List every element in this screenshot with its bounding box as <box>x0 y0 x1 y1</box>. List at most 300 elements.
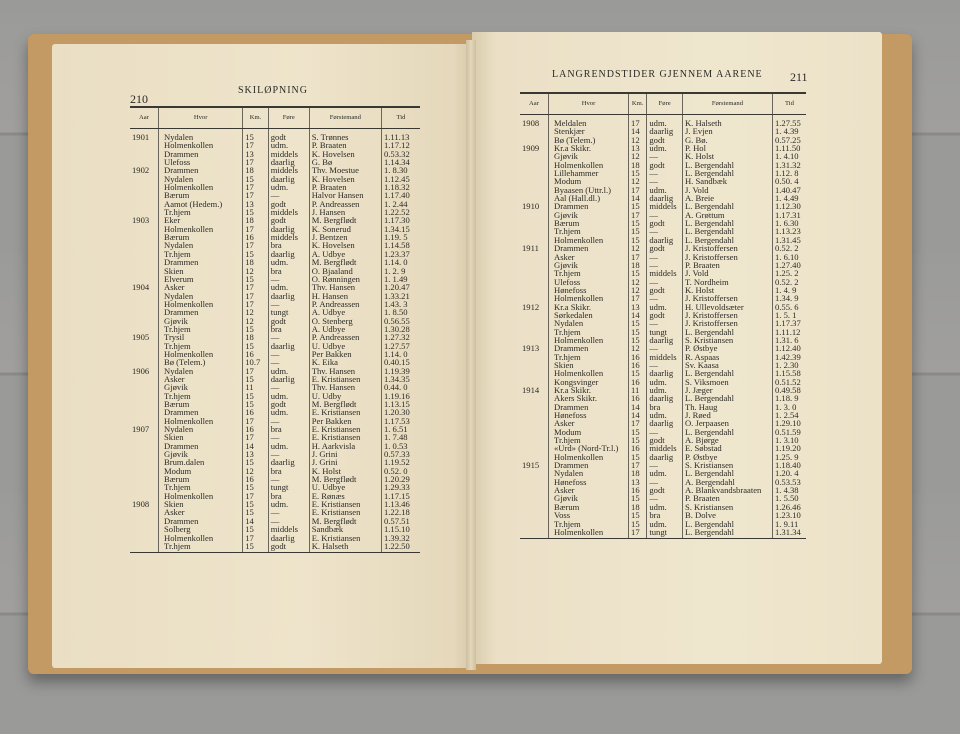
distance-cell: 15 <box>243 375 269 383</box>
winner-cell: Sv. Kaasa <box>682 361 772 369</box>
location-cell: Hønefoss <box>549 478 629 486</box>
year-cell <box>130 375 159 383</box>
location-cell: Nydalen <box>549 319 629 327</box>
location-cell: Tr.hjem <box>549 436 629 444</box>
conditions-cell: — <box>268 508 309 516</box>
conditions-cell: daarlig <box>268 175 309 183</box>
location-cell: Drammen <box>549 244 629 252</box>
time-cell: 0.51.52 <box>772 378 806 386</box>
time-cell: 1.33.21 <box>381 292 420 300</box>
location-cell: Nydalen <box>159 175 243 183</box>
conditions-cell: — <box>268 433 309 441</box>
time-cell: 0.40.15 <box>381 358 420 366</box>
distance-cell: 17 <box>243 191 269 199</box>
year-cell: 1901 <box>132 132 150 142</box>
conditions-cell: daarlig <box>268 342 309 350</box>
distance-cell: 10.7 <box>243 358 269 366</box>
conditions-cell: udm. <box>647 411 683 419</box>
winner-cell: A. Bergendahl <box>682 478 772 486</box>
conditions-cell: — <box>647 169 683 177</box>
winner-cell: K. Sonerud <box>309 225 381 233</box>
year-cell <box>130 225 159 233</box>
winner-cell: J. Kristoffersen <box>682 319 772 327</box>
time-cell: 1.19.16 <box>381 392 420 400</box>
time-cell: 1. 3. 0 <box>772 403 806 411</box>
year-cell: 1910 <box>522 201 540 212</box>
winner-cell: U. Udbye <box>309 483 381 491</box>
distance-cell: 17 <box>243 534 269 542</box>
time-cell: 1.17.12 <box>381 141 420 149</box>
col-header-km: Km. <box>243 107 269 129</box>
winner-cell: A. Bjørge <box>682 436 772 444</box>
time-cell: 0.55. 6 <box>772 303 806 311</box>
conditions-cell: daarlig <box>268 158 309 166</box>
time-cell: 1. 6.10 <box>772 253 806 261</box>
time-cell: 1.34.15 <box>381 225 420 233</box>
conditions-cell: daarlig <box>647 369 683 377</box>
distance-cell: 18 <box>243 333 269 341</box>
distance-cell: 18 <box>243 258 269 266</box>
year-cell <box>130 241 159 249</box>
time-cell: 1.11.13 <box>381 129 420 142</box>
distance-cell: 13 <box>243 150 269 158</box>
conditions-cell: — <box>647 152 683 160</box>
location-cell: Tr.hjem <box>159 250 243 258</box>
time-cell: 1. 2.30 <box>772 361 806 369</box>
right-page <box>472 32 882 664</box>
conditions-cell: daarlig <box>647 419 683 427</box>
time-cell: 1.25. 2 <box>772 269 806 277</box>
distance-cell: 15 <box>243 250 269 258</box>
conditions-cell: bra <box>268 492 309 500</box>
location-cell: Asker <box>159 375 243 383</box>
time-cell: 1. 9.11 <box>772 520 806 528</box>
col-header-winner: Førstemand <box>309 107 381 129</box>
year-cell <box>130 433 159 441</box>
time-cell: 1.25. 9 <box>772 453 806 461</box>
distance-cell: 16 <box>629 378 647 386</box>
year-cell <box>520 161 549 169</box>
time-cell: 1.17.40 <box>381 191 420 199</box>
winner-cell: J. Evjen <box>682 127 772 135</box>
year-cell <box>130 458 159 466</box>
distance-cell: 16 <box>243 475 269 483</box>
col-header-time: Tid <box>772 93 806 115</box>
time-cell: 1. 2.54 <box>772 411 806 419</box>
conditions-cell: udm. <box>268 408 309 416</box>
conditions-cell: — <box>268 300 309 308</box>
conditions-cell: daarlig <box>647 336 683 344</box>
time-cell: 1.12.45 <box>381 175 420 183</box>
distance-cell: 15 <box>243 483 269 491</box>
conditions-cell: bra <box>268 267 309 275</box>
left-page <box>52 44 470 668</box>
conditions-cell: udm. <box>268 500 309 508</box>
location-cell: Meldalen <box>549 115 629 128</box>
winner-cell: P. Østbye <box>682 453 772 461</box>
time-cell: 0.53.32 <box>381 150 420 158</box>
winner-cell: L. Bergendahl <box>682 202 772 210</box>
winner-cell: M. Bergflødt <box>309 258 381 266</box>
time-cell: 1.27.32 <box>381 333 420 341</box>
distance-cell: 11 <box>629 386 647 394</box>
year-cell <box>130 542 159 553</box>
winner-cell: Per Bakken <box>309 417 381 425</box>
location-cell: Drammen <box>159 258 243 266</box>
winner-cell: Halvor Hansen <box>309 191 381 199</box>
time-cell: 1.15.10 <box>381 525 420 533</box>
year-cell: 1908 <box>132 499 150 510</box>
year-cell <box>520 319 549 327</box>
time-cell: 1. 8.50 <box>381 308 420 316</box>
conditions-cell: — <box>647 253 683 261</box>
right-results-table <box>520 92 806 539</box>
year-cell <box>520 286 549 294</box>
winner-cell: L. Bergendahl <box>682 219 772 227</box>
year-cell <box>130 450 159 458</box>
distance-cell: 17 <box>629 115 647 128</box>
distance-cell: 12 <box>629 286 647 294</box>
year-cell <box>520 353 549 361</box>
conditions-cell: bra <box>647 511 683 519</box>
time-cell: 1.31. 6 <box>772 336 806 344</box>
winner-cell: P. Andreassen <box>309 200 381 208</box>
year-cell <box>130 408 159 416</box>
location-cell: Voss <box>549 511 629 519</box>
location-cell: Modum <box>159 467 243 475</box>
winner-cell: J. Jæger <box>682 386 772 394</box>
year-cell: 1911 <box>522 243 539 254</box>
distance-cell: 11 <box>243 383 269 391</box>
winner-cell: K. Holst <box>309 467 381 475</box>
year-cell <box>520 503 549 511</box>
conditions-cell: — <box>268 350 309 358</box>
year-cell <box>520 152 549 160</box>
distance-cell: 15 <box>243 129 269 142</box>
conditions-cell: godt <box>268 317 309 325</box>
distance-cell: 15 <box>629 269 647 277</box>
location-cell: Kr.a Skikr. <box>549 386 629 394</box>
year-cell <box>520 177 549 185</box>
winner-cell: E. Kristiansen <box>309 508 381 516</box>
conditions-cell: middels <box>268 166 309 174</box>
year-cell: 1914 <box>522 385 540 395</box>
time-cell: 1.22.18 <box>381 508 420 516</box>
conditions-cell: udm. <box>268 283 309 291</box>
winner-cell: E. Kristiansen <box>309 408 381 416</box>
distance-cell: 15 <box>243 392 269 400</box>
time-cell: 1. 4.39 <box>772 127 806 135</box>
year-cell: 1903 <box>132 215 150 226</box>
year-cell <box>520 436 549 444</box>
location-cell: Holmenkollen <box>159 534 243 542</box>
time-cell: 1.11.50 <box>772 144 806 152</box>
time-cell: 1.17.31 <box>772 211 806 219</box>
conditions-cell: daarlig <box>268 292 309 300</box>
winner-cell: L. Bergendahl <box>682 428 772 436</box>
location-cell: Holmenkollen <box>159 492 243 500</box>
time-cell: 1.22.50 <box>381 542 420 553</box>
year-cell <box>130 317 159 325</box>
winner-cell: U. Udbye <box>309 342 381 350</box>
time-cell: 1. 5. 1 <box>772 311 806 319</box>
time-cell: 1.22.52 <box>381 208 420 216</box>
location-cell: Bærum <box>159 191 243 199</box>
location-cell: Holmenkollen <box>549 236 629 244</box>
distance-cell: 15 <box>243 325 269 333</box>
distance-cell: 12 <box>629 136 647 144</box>
conditions-cell: udm. <box>647 386 683 394</box>
time-cell: 1. 2.44 <box>381 200 420 208</box>
col-header-km: Km. <box>629 93 647 115</box>
winner-cell: Th. Haug <box>682 403 772 411</box>
distance-cell: 15 <box>243 458 269 466</box>
location-cell: Holmenkollen <box>549 294 629 302</box>
winner-cell: Thv. Hansen <box>309 383 381 391</box>
location-cell: Gjøvik <box>549 494 629 502</box>
winner-cell: E. Kristiansen <box>309 425 381 433</box>
conditions-cell: godt <box>268 542 309 553</box>
year-cell: 1915 <box>522 460 540 471</box>
time-cell: 1.34. 9 <box>772 294 806 302</box>
location-cell: Hønefoss <box>549 411 629 419</box>
conditions-cell: bra <box>647 403 683 411</box>
winner-cell: J. Vold <box>682 186 772 194</box>
distance-cell: 16 <box>629 444 647 452</box>
conditions-cell: udm. <box>268 258 309 266</box>
time-cell: 1.18.40 <box>772 461 806 469</box>
time-cell: 0.57.33 <box>381 450 420 458</box>
year-cell: 1902 <box>132 165 150 176</box>
location-cell: Gjøvik <box>549 211 629 219</box>
conditions-cell: tungt <box>647 528 683 539</box>
year-cell <box>520 211 549 219</box>
distance-cell: 12 <box>243 317 269 325</box>
distance-cell: 17 <box>243 300 269 308</box>
winner-cell: L. Bergendahl <box>682 236 772 244</box>
distance-cell: 17 <box>243 141 269 149</box>
winner-cell: M. Bergflødt <box>309 475 381 483</box>
time-cell: 1.20.30 <box>381 408 420 416</box>
time-cell: 1.17.37 <box>772 319 806 327</box>
year-cell <box>520 520 549 528</box>
distance-cell: 15 <box>629 428 647 436</box>
year-cell <box>130 308 159 316</box>
year-cell <box>520 469 549 477</box>
time-cell: 0.53.53 <box>772 478 806 486</box>
right-page-number: 211 <box>790 70 808 84</box>
conditions-cell: godt <box>647 244 683 252</box>
winner-cell: G. Bø <box>309 158 381 166</box>
distance-cell: 15 <box>629 369 647 377</box>
time-cell: 1. 8.30 <box>381 166 420 174</box>
year-cell <box>520 269 549 277</box>
conditions-cell: — <box>647 278 683 286</box>
conditions-cell: godt <box>268 129 309 142</box>
location-cell: Kr.a Skikr. <box>549 144 629 152</box>
conditions-cell: bra <box>268 425 309 433</box>
location-cell: Asker <box>549 486 629 494</box>
winner-cell: J. Røed <box>682 411 772 419</box>
conditions-cell: — <box>268 358 309 366</box>
distance-cell: 15 <box>629 202 647 210</box>
location-cell: Skien <box>159 433 243 441</box>
location-cell: Tr.hjem <box>159 342 243 350</box>
distance-cell: 15 <box>629 219 647 227</box>
location-cell: Asker <box>549 253 629 261</box>
conditions-cell: — <box>268 450 309 458</box>
time-cell: 1.19.20 <box>772 444 806 452</box>
distance-cell: 17 <box>243 433 269 441</box>
time-cell: 1. 4. 9 <box>772 286 806 294</box>
time-cell: 1.19.39 <box>381 367 420 375</box>
winner-cell: J. Grini <box>309 458 381 466</box>
distance-cell: 18 <box>243 216 269 224</box>
conditions-cell: godt <box>647 311 683 319</box>
year-cell <box>520 478 549 486</box>
winner-cell: S. Kristiansen <box>682 503 772 511</box>
time-cell: 1. 7.48 <box>381 433 420 441</box>
location-cell: Gjøvik <box>549 261 629 269</box>
winner-cell: A. Udbye <box>309 325 381 333</box>
conditions-cell: godt <box>268 200 309 208</box>
location-cell: Holmenkollen <box>549 453 629 461</box>
year-cell <box>520 369 549 377</box>
conditions-cell: — <box>647 494 683 502</box>
distance-cell: 13 <box>243 200 269 208</box>
winner-cell: A. Breie <box>682 194 772 202</box>
time-cell: 1.17.53 <box>381 417 420 425</box>
location-cell: Tr.hjem <box>159 483 243 491</box>
location-cell: «Urd» (Nord-Tr.l.) <box>549 444 629 452</box>
distance-cell: 14 <box>629 311 647 319</box>
conditions-cell: bra <box>268 241 309 249</box>
location-cell: Aal (Hall.dl.) <box>549 194 629 202</box>
year-cell: 1908 <box>522 118 540 128</box>
location-cell: Bærum <box>549 219 629 227</box>
time-cell: 1.11.12 <box>772 328 806 336</box>
conditions-cell: daarlig <box>647 453 683 461</box>
distance-cell: 15 <box>243 342 269 350</box>
time-cell: 1.34.35 <box>381 375 420 383</box>
year-cell: 1909 <box>522 143 540 154</box>
year-cell <box>130 383 159 391</box>
winner-cell: Sandbæk <box>309 525 381 533</box>
year-cell <box>130 350 159 358</box>
conditions-cell: — <box>647 227 683 235</box>
year-cell <box>130 400 159 408</box>
location-cell: Drammen <box>159 150 243 158</box>
distance-cell: 15 <box>243 208 269 216</box>
winner-cell: B. Dolve <box>682 511 772 519</box>
location-cell: Skien <box>159 267 243 275</box>
winner-cell: K. Hovelsen <box>309 175 381 183</box>
distance-cell: 12 <box>629 278 647 286</box>
year-cell <box>520 227 549 235</box>
year-cell: 1904 <box>132 282 150 293</box>
location-cell: Nydalen <box>159 425 243 433</box>
conditions-cell: middels <box>647 353 683 361</box>
winner-cell: O. Bjaaland <box>309 267 381 275</box>
year-cell <box>520 411 549 419</box>
conditions-cell: middels <box>268 208 309 216</box>
col-header-winner: Førstemand <box>682 93 772 115</box>
location-cell: Sørkedalen <box>549 311 629 319</box>
distance-cell: 15 <box>243 542 269 553</box>
time-cell: 1.14.34 <box>381 158 420 166</box>
year-cell <box>130 183 159 191</box>
conditions-cell: middels <box>647 202 683 210</box>
winner-cell: P. Østbye <box>682 344 772 352</box>
time-cell: 1.40.47 <box>772 186 806 194</box>
distance-cell: 17 <box>243 417 269 425</box>
conditions-cell: — <box>268 417 309 425</box>
winner-cell: E. Kristiansen <box>309 500 381 508</box>
conditions-cell: godt <box>647 219 683 227</box>
conditions-cell: udm. <box>647 469 683 477</box>
winner-cell: L. Bergendahl <box>682 469 772 477</box>
time-cell: 1.20. 4 <box>772 469 806 477</box>
time-cell: 1.31.45 <box>772 236 806 244</box>
conditions-cell: middels <box>268 233 309 241</box>
winner-cell: J. Hansen <box>309 208 381 216</box>
conditions-cell: godt <box>647 486 683 494</box>
distance-cell: 17 <box>243 283 269 291</box>
location-cell: Holmenkollen <box>159 417 243 425</box>
winner-cell: A. Udbye <box>309 250 381 258</box>
col-header-conditions: Føre <box>647 93 683 115</box>
winner-cell: A. Udbye <box>309 308 381 316</box>
year-cell <box>130 508 159 516</box>
time-cell: 1.14. 0 <box>381 350 420 358</box>
winner-cell: K. Halseth <box>682 115 772 128</box>
winner-cell: M. Bergflødt <box>309 517 381 525</box>
time-cell: 1.12.40 <box>772 344 806 352</box>
conditions-cell: — <box>268 475 309 483</box>
location-cell: Bærum <box>159 400 243 408</box>
conditions-cell: udm. <box>268 183 309 191</box>
winner-cell: H. Ullevoldsæter <box>682 303 772 311</box>
winner-cell: L. Bergendahl <box>682 161 772 169</box>
winner-cell: J. Grini <box>309 450 381 458</box>
conditions-cell: middels <box>647 444 683 452</box>
winner-cell: Thv. Moestue <box>309 166 381 174</box>
location-cell: Bærum <box>159 233 243 241</box>
location-cell: Drammen <box>159 517 243 525</box>
conditions-cell: udm. <box>647 378 683 386</box>
location-cell: Byaasen (Uttr.l.) <box>549 186 629 194</box>
winner-cell: A. Blankvandsbraaten <box>682 486 772 494</box>
year-cell <box>520 361 549 369</box>
distance-cell: 18 <box>629 261 647 269</box>
location-cell: Tr.hjem <box>549 227 629 235</box>
time-cell: 1.23.10 <box>772 511 806 519</box>
conditions-cell: middels <box>647 269 683 277</box>
time-cell: 1.12.30 <box>772 202 806 210</box>
winner-cell: L. Bergendahl <box>682 520 772 528</box>
time-cell: 1. 0.53 <box>381 442 420 450</box>
location-cell: Drammen <box>549 403 629 411</box>
year-cell <box>520 528 549 539</box>
time-cell: 1. 1.49 <box>381 275 420 283</box>
year-cell: 1912 <box>522 301 540 312</box>
winner-cell: P. Braaten <box>309 141 381 149</box>
winner-cell: G. Bø. <box>682 136 772 144</box>
distance-cell: 12 <box>243 467 269 475</box>
conditions-cell: udm. <box>647 115 683 128</box>
conditions-cell: udm. <box>268 392 309 400</box>
location-cell: Holmenkollen <box>159 350 243 358</box>
